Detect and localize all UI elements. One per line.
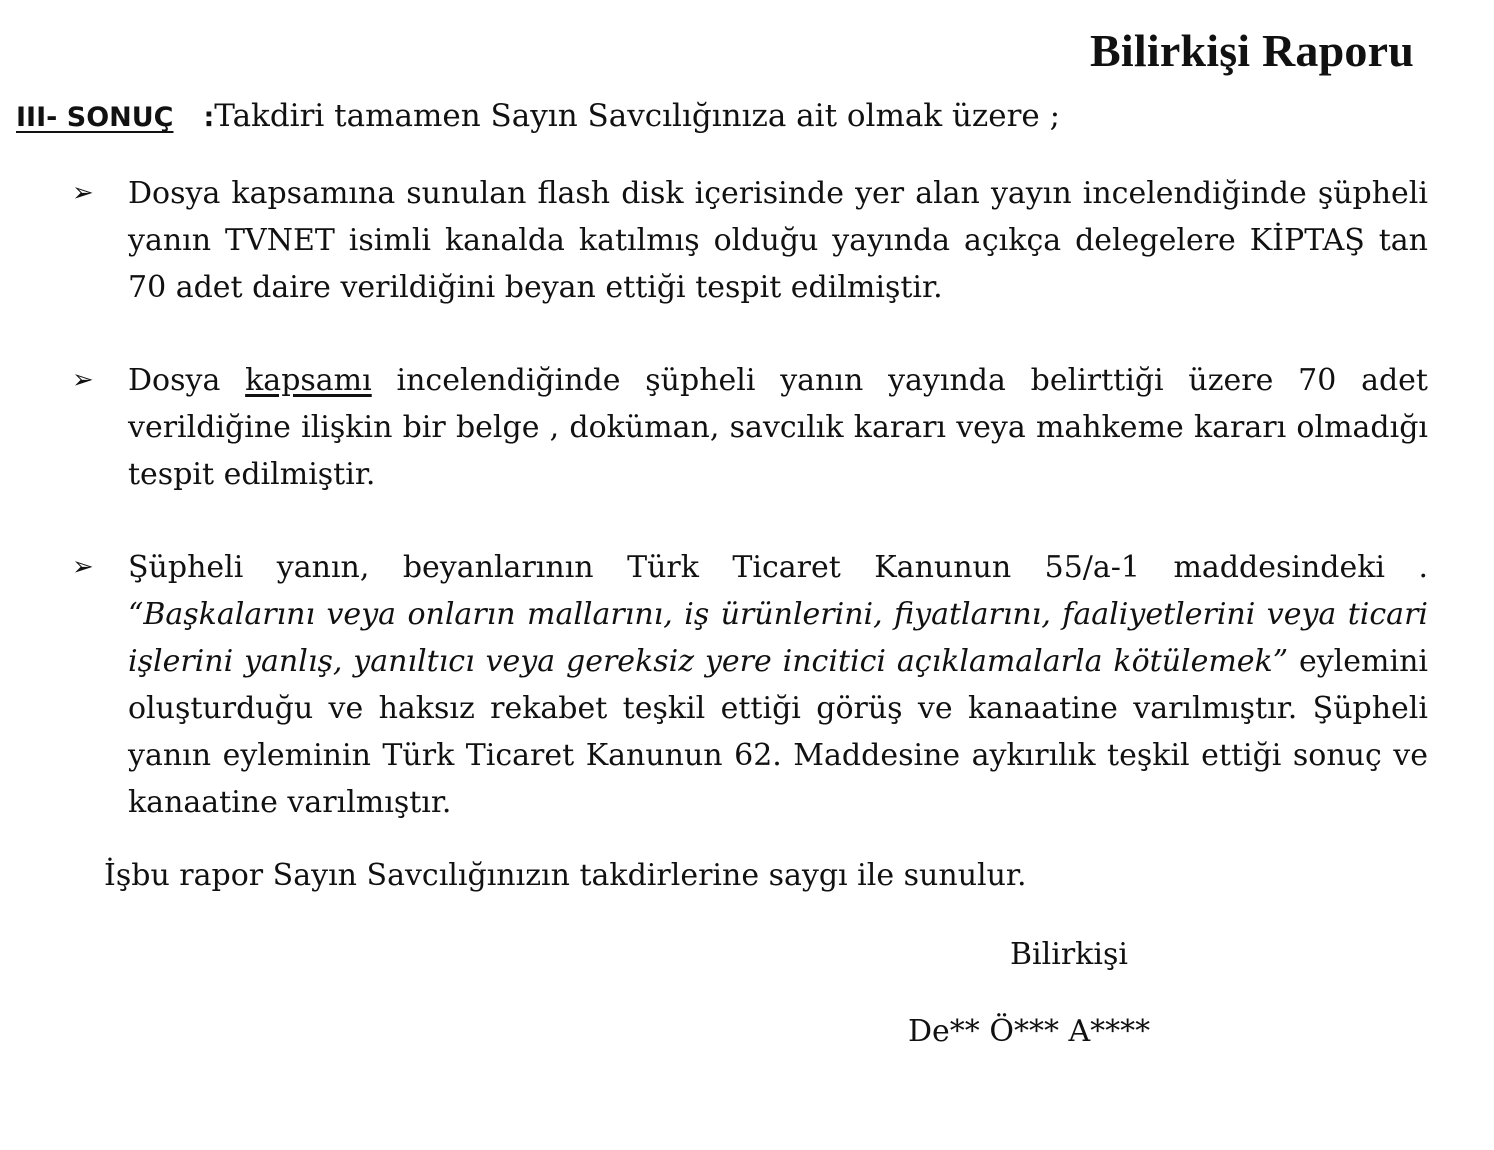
bullet-3-before: Şüpheli yanın, beyanlarının Türk Ticaret Kanunun 55/a-1 maddesindeki . xyxy=(128,550,1428,585)
report-title: Bilirkişi Raporu xyxy=(1090,25,1414,76)
section-heading-line xyxy=(16,98,1060,134)
section-colon: : xyxy=(203,102,215,133)
bullet-text-3 xyxy=(128,544,1428,826)
closing-statement: İşbu rapor Sayın Savcılığınızın takdirlerine saygı ile sunulur. xyxy=(104,858,1027,893)
bullet-item-1 xyxy=(72,170,1428,311)
arrow-bullet-icon: ➢ xyxy=(72,178,94,208)
signature-name: De** Ö*** A**** xyxy=(908,1014,1151,1049)
section-intro: Takdiri tamamen Sayın Savcılığınıza ait olmak üzere ; xyxy=(214,98,1061,134)
bullet-3-after: eylemini oluşturduğu ve haksız rekabet teşkil ettiği görüş ve kanaatine varılmıştır. Şüpheli yanın eyleminin Türk Ticaret Kanunun 62. Maddesine aykırılık teşkil ettiği sonuç ve kanaatine varılmıştır. xyxy=(128,644,1428,820)
bullet-item-3 xyxy=(72,544,1428,826)
bullet-2-after: incelendiğinde şüpheli yanın yayında belirttiği üzere 70 adet verildiğine ilişkin bir belge , doküman, savcılık kararı veya mahkeme kararı olmadığı tespit edilmiştir. xyxy=(128,363,1428,492)
bullet-text-1: Dosya kapsamına sunulan flash disk içerisinde yer alan yayın incelendiğinde şüpheli yanın TVNET isimli kanalda katılmış olduğu yayında açıkça delegelere KİPTAŞ tan 70 adet daire verildiğini beyan ettiği tespit edilmiştir. xyxy=(128,176,1428,305)
arrow-bullet-icon: ➢ xyxy=(72,365,94,395)
bullet-text-2 xyxy=(128,357,1428,498)
bullet-3-quote: “Başkalarını veya onların mallarını, iş ürünlerini, fiyatlarını, faaliyetlerini veya ticari işlerini yanlış, yanıltıcı veya gereksiz yere incitici açıklamalarla kötülemek” xyxy=(128,597,1428,679)
signature-title: Bilirkişi xyxy=(1010,937,1128,972)
section-label: III- SONUÇ xyxy=(16,102,174,133)
bullet-2-underlined-word: kapsamı xyxy=(245,363,372,398)
bullet-2-before: Dosya xyxy=(128,363,246,398)
arrow-bullet-icon: ➢ xyxy=(72,552,94,582)
bullet-item-2 xyxy=(72,357,1428,498)
